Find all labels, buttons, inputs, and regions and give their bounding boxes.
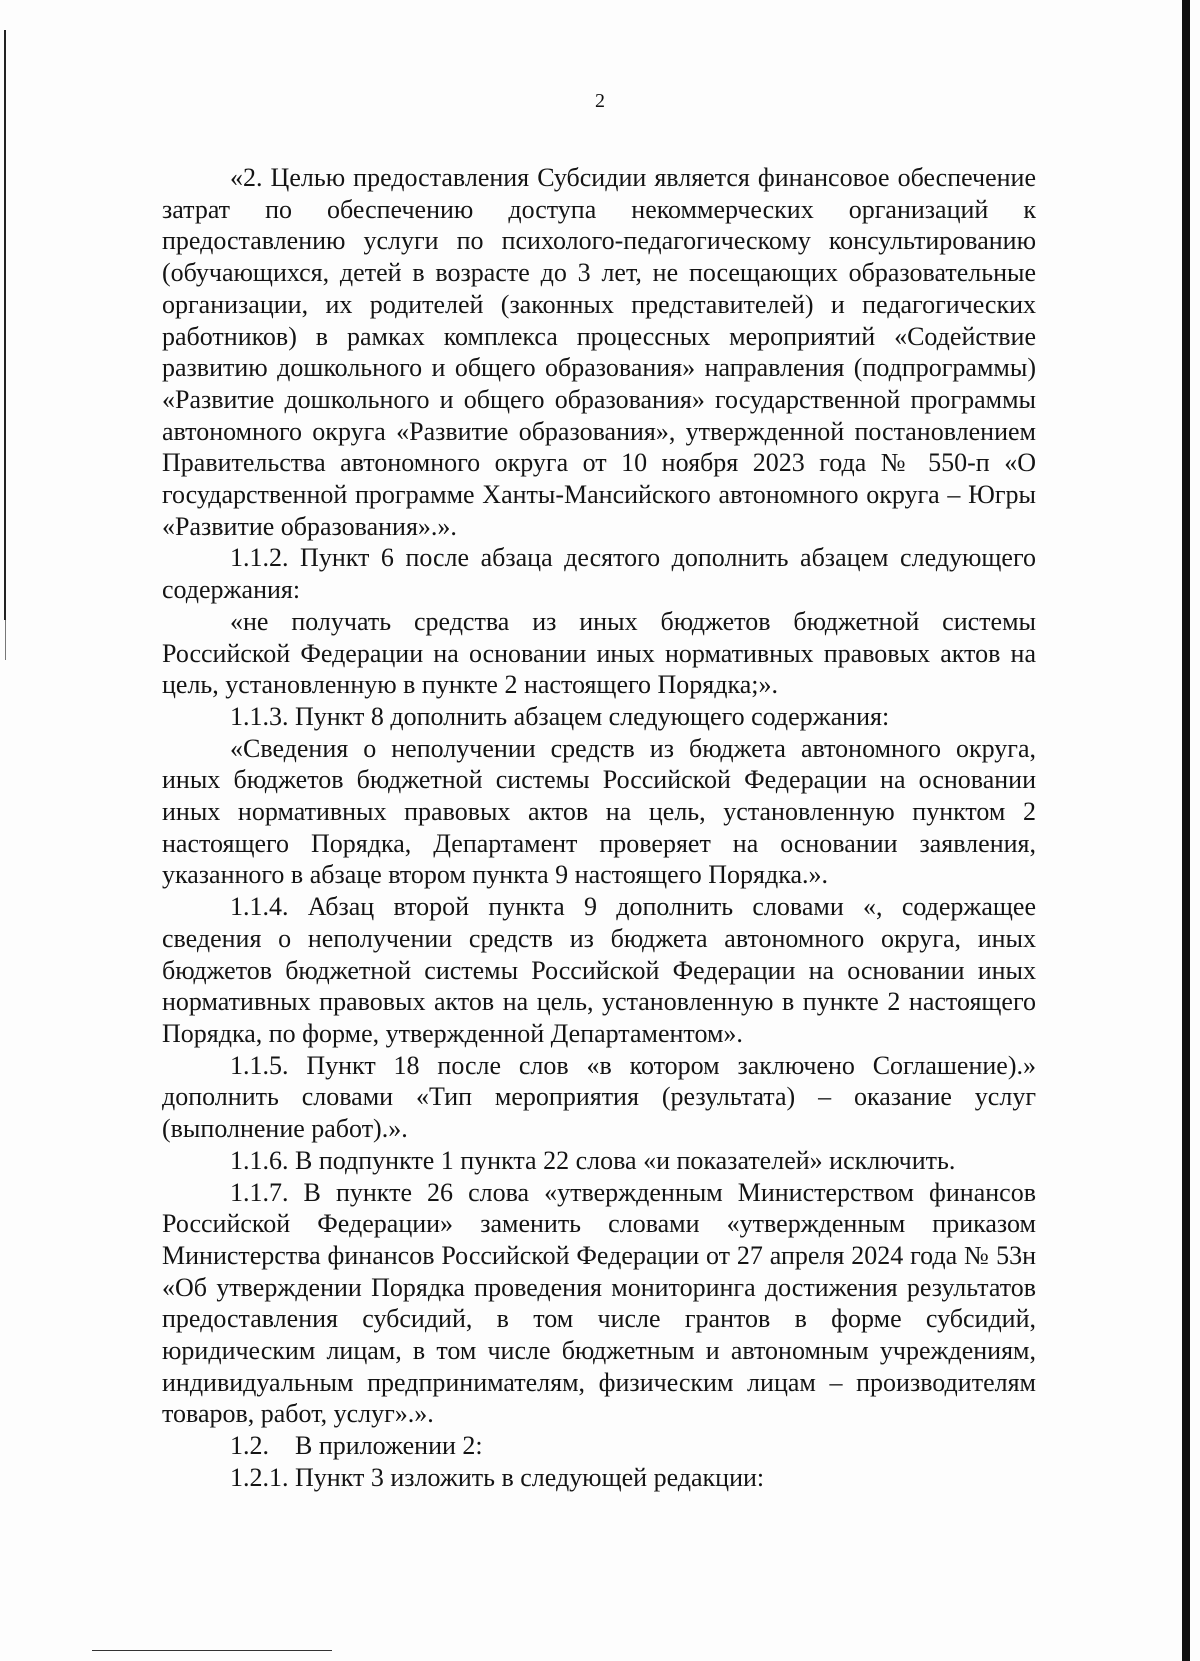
paragraph-1-1-4: 1.1.4. Абзац второй пункта 9 дополнить словами «, содержащее сведения о неполучении средств из бюджета автономного округа, иных бюджетов бюджетной системы Российской Федерации на основании иных нормативных правовых актов на цель, установленную в пункте 2 настоящего Порядка, по форме, утвержденной Департаментом».	[162, 892, 1036, 1048]
paragraph-quote-2: «Сведения о неполучении средств из бюджета автономного округа, иных бюджетов бюджетной системы Российской Федерации на основании иных нормативных правовых актов на цель, установленную пунктом 2 настоящего Порядка, Департамент проверяет на основании заявления, указанного в абзаце втором пункта 9 настоящего Порядка.».	[162, 733, 1036, 890]
paragraph-1-1-5: 1.1.5. Пункт 18 после слов «в котором заключено Соглашение).» дополнить словами «Тип мероприятия (результата) – оказание услуг (выполнение работ).».	[162, 1050, 1036, 1144]
scan-border-right	[1182, 0, 1190, 1661]
scan-bottom-line	[92, 1650, 332, 1651]
paragraph-1-1-2: 1.1.2. Пункт 6 после абзаца десятого дополнить абзацем следующего содержания:	[162, 543, 1036, 605]
page-number: 2	[595, 90, 605, 112]
paragraph-quote-1: «не получать средства из иных бюджетов бюджетной системы Российской Федерации на основании иных нормативных правовых актов на цель, установленную в пункте 2 настоящего Порядка;».	[162, 606, 1036, 700]
document-body	[162, 162, 1036, 1494]
scan-border-left-fragment	[5, 620, 6, 660]
paragraph-1-1-6: 1.1.6. В подпункте 1 пункта 22 слова «и показателей» исключить.	[230, 1145, 956, 1175]
paragraph-1-2-1: 1.2.1. Пункт 3 изложить в следующей редакции:	[230, 1462, 765, 1492]
paragraph-1-1-3: 1.1.3. Пункт 8 дополнить абзацем следующего содержания:	[230, 701, 890, 731]
paragraph-1-2: 1.2. В приложении 2:	[230, 1431, 483, 1461]
paragraph-goal: «2. Целью предоставления Субсидии является финансовое обеспечение затрат по обеспечению доступа некоммерческих организаций к предоставлению услуги по психолого-педагогическому консультированию (обучающихся, детей в возрасте до 3 лет, не посещающих образовательные организации, их родителей (законных представителей) и педагогических работников) в рамках комплекса процессных мероприятий «Содействие развитию дошкольного и общего образования» направления (подпрограммы) «Развитие дошкольного и общего образования» государственной программы автономного округа «Развитие образования», утвержденной постановлением Правительства автономного округа от 10 ноября 2023 года № 550-п «О государственной программе Ханты-Мансийского автономного округа – Югры «Развитие образования».».	[162, 163, 1036, 541]
paragraph-1-1-7: 1.1.7. В пункте 26 слова «утвержденным Министерством финансов Российской Федерации» заменить словами «утвержденным приказом Министерства финансов Российской Федерации от 27 апреля 2024 года № 53н «Об утверждении Порядка проведения мониторинга достижения результатов предоставления субсидий, в том числе грантов в форме субсидий, юридическим лицам, в том числе бюджетным и автономным учреждениям, индивидуальным предпринимателям, физическим лицам – производителям товаров, работ, услуг».».	[162, 1177, 1036, 1429]
scan-border-left	[4, 30, 6, 620]
